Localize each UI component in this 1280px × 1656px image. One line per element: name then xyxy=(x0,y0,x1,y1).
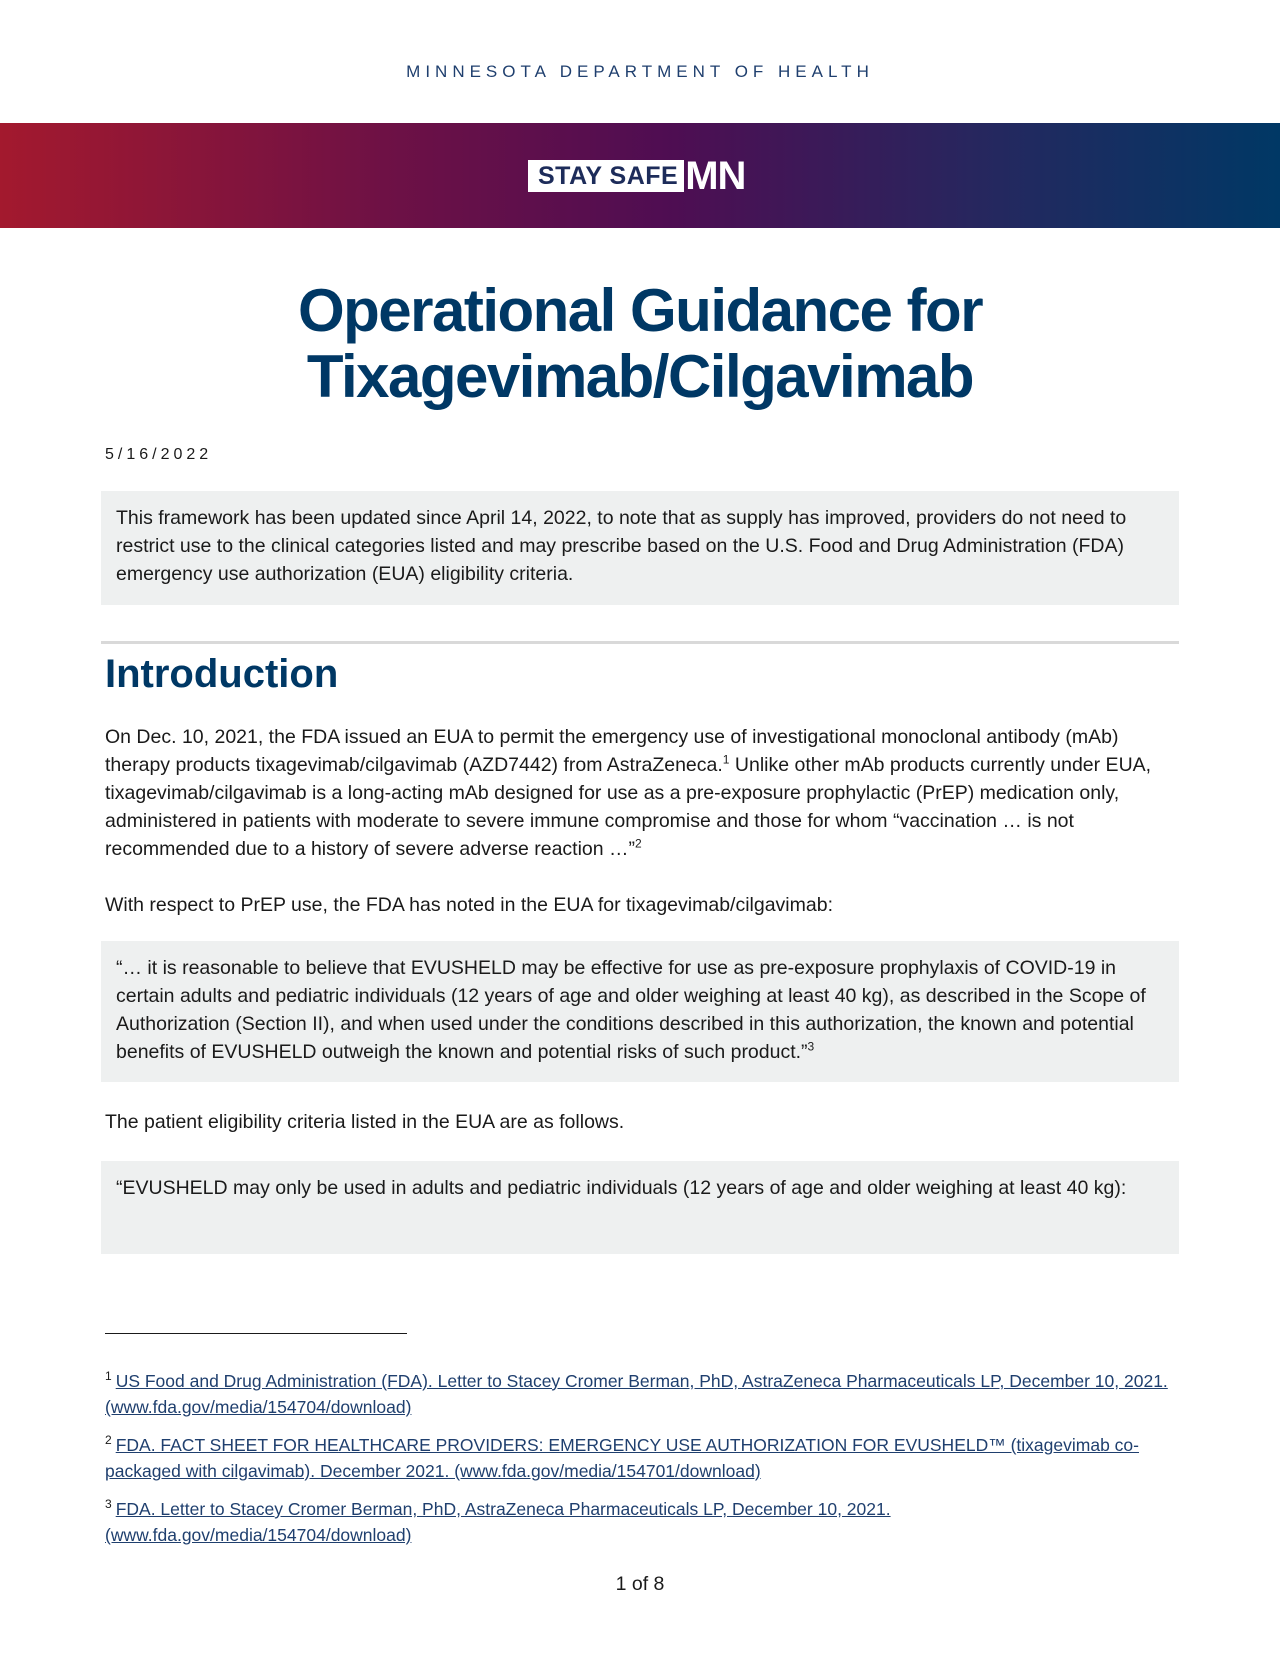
title-line-1: Operational Guidance for xyxy=(297,277,983,344)
document-date: 5/16/2022 xyxy=(105,446,213,463)
org-name: MINNESOTA DEPARTMENT OF HEALTH xyxy=(406,62,874,81)
eua-quote-text: “… it is reasonable to believe that EVUSHELD may be effective for use as pre-exposure prophylaxis of COVID-19 in certain adults and pediatric individuals (12 years of age and older weighing at least 40 kg), as described in the Scope of Authorization (Section II), and when used under the conditions described in this authorization, the known and potential benefits of EVUSHELD outweigh the known and potential risks of such product.” xyxy=(116,957,1146,1063)
eligibility-intro-paragraph: The patient eligibility criteria listed in the EUA are as follows. xyxy=(105,1111,625,1133)
footnote-link-1[interactable]: US Food and Drug Administration (FDA). Letter to Stacey Cromer Berman, PhD, AstraZeneca Pharmaceuticals LP, December 10, 2021. (www.fda.gov/media/154704/download) xyxy=(105,1371,1168,1417)
footnote-1 xyxy=(105,1368,1180,1420)
section-divider xyxy=(101,641,1179,644)
footnote-2 xyxy=(105,1432,1180,1484)
page-number: 1 of 8 xyxy=(615,1573,665,1595)
update-notice-box xyxy=(101,491,1179,605)
intro-text-part1: On Dec. 10, 2021, the FDA issued an EUA to permit the emergency use of investigational monoclonal antibody (mAb) therapy products tixagevimab/cilgavimab (AZD7442) from AstraZeneca. xyxy=(105,726,1119,776)
header-banner xyxy=(0,123,1280,228)
footnote-divider xyxy=(105,1333,407,1334)
title-line-2: Tixagevimab/Cilgavimab xyxy=(306,343,974,410)
footnote-number: 2 xyxy=(105,1433,112,1448)
section-heading-introduction: Introduction xyxy=(105,652,339,696)
intro-text-part2: Unlike other mAb products currently under EUA, tixagevimab/cilgavimab is a long-acting mAb designed for use as a pre-exposure prophylactic (PrEP) medication only, administered in patients with moderate to severe immune compromise and those for whom “vaccination … is not recommended due to a history of severe adverse reaction …” xyxy=(105,754,1152,860)
logo-stay-safe: STAY SAFE xyxy=(528,160,684,192)
footnote-number: 3 xyxy=(105,1497,112,1512)
logo-mn: MN xyxy=(685,154,746,198)
prep-intro-paragraph: With respect to PrEP use, the FDA has noted in the EUA for tixagevimab/cilgavimab: xyxy=(105,894,833,916)
footnote-3 xyxy=(105,1496,1180,1548)
footnote-number: 1 xyxy=(105,1369,112,1384)
footnote-link-3[interactable]: FDA. Letter to Stacey Cromer Berman, PhD, AstraZeneca Pharmaceuticals LP, December 10, 2021. (www.fda.gov/media/154704/download) xyxy=(105,1499,891,1545)
footnote-ref-1[interactable]: 1 xyxy=(722,752,730,767)
eligibility-quote-box xyxy=(101,1161,1179,1254)
update-notice-text: This framework has been updated since April 14, 2022, to note that as supply has improved, providers do not need to restrict use to the clinical categories listed and may prescribe based on the U.S. Food and Drug Administration (FDA) emergency use authorization (EUA) eligibility criteria. xyxy=(116,507,1127,585)
footnote-link-2[interactable]: FDA. FACT SHEET FOR HEALTHCARE PROVIDERS: EMERGENCY USE AUTHORIZATION FOR EVUSHELD™ (tixagevimab co-packaged with cilgavimab). December 2021. (www.fda.gov/media/154701/download) xyxy=(105,1435,1139,1481)
stay-safe-mn-logo xyxy=(528,154,746,198)
page-title xyxy=(0,278,1280,410)
footnote-ref-3[interactable]: 3 xyxy=(807,1039,815,1054)
eligibility-quote-text: “EVUSHELD may only be used in adults and pediatric individuals (12 years of age and older weighing at least 40 kg): xyxy=(116,1177,1127,1199)
intro-paragraph xyxy=(105,723,1180,863)
eua-quote-box xyxy=(101,941,1179,1082)
footnote-ref-2[interactable]: 2 xyxy=(635,836,642,851)
